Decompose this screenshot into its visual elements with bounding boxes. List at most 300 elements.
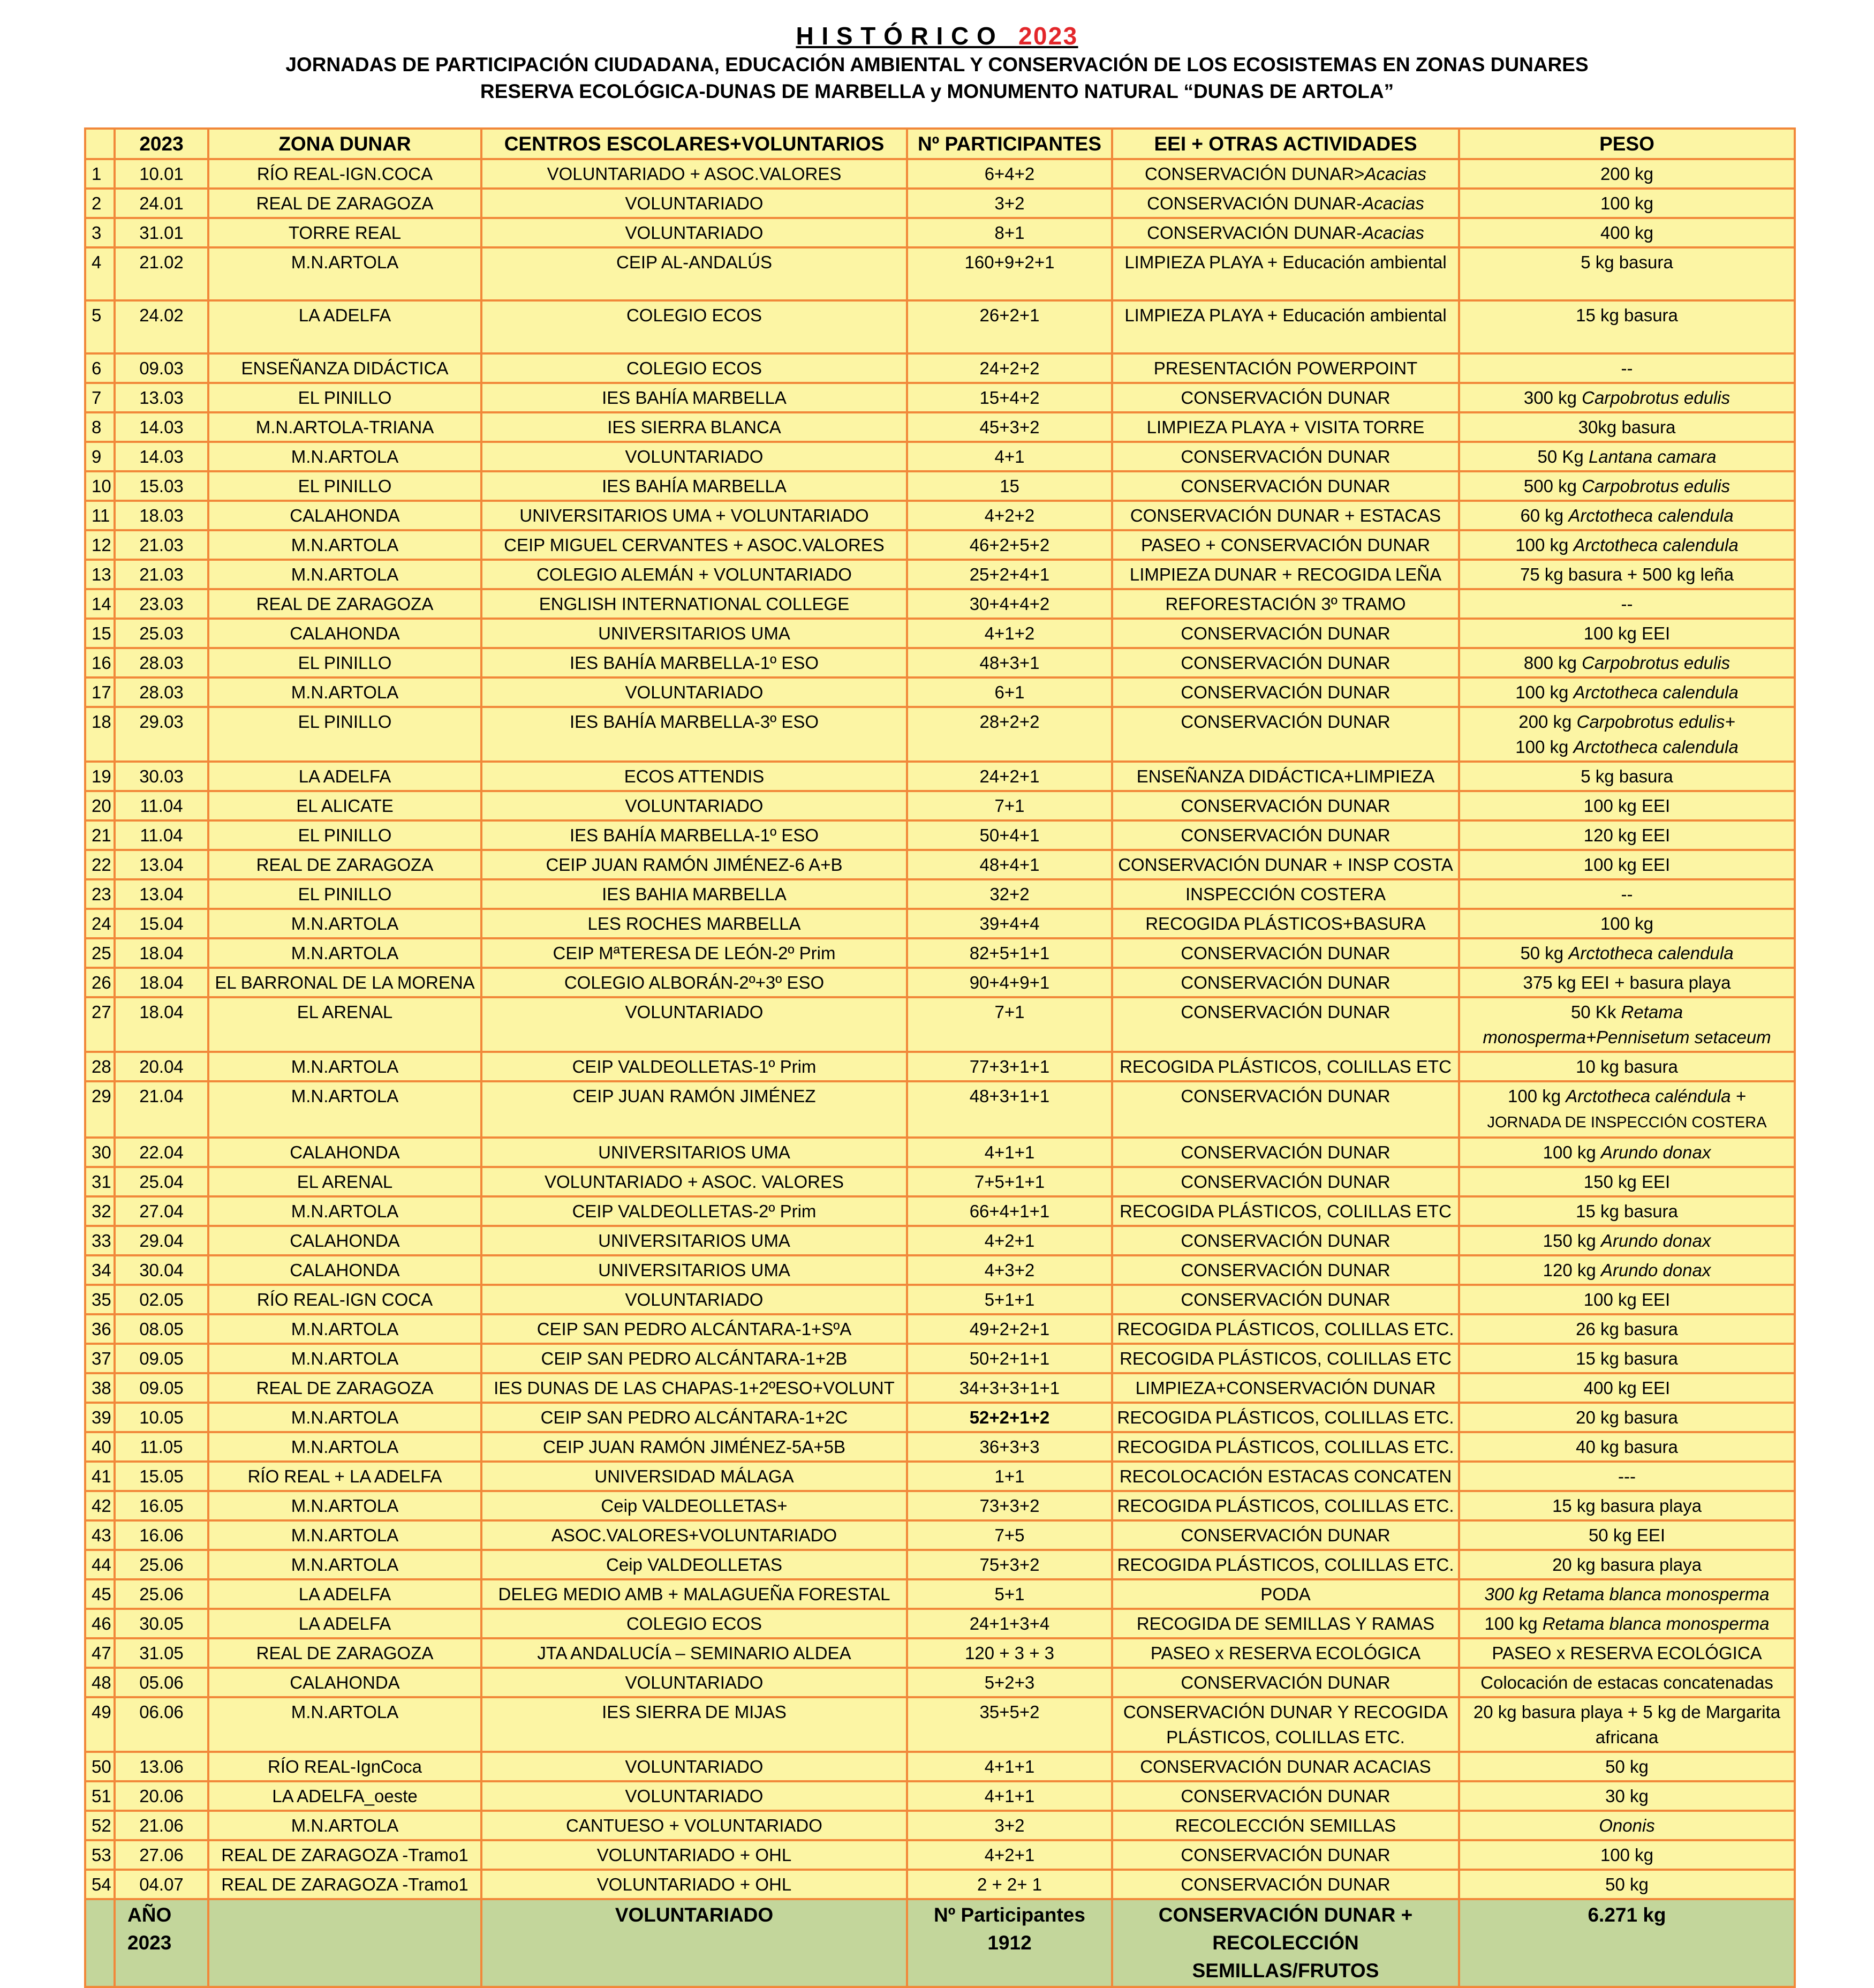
footer-participants: Nº Participantes 1912	[907, 1899, 1112, 1987]
row-date: 18.03	[115, 501, 208, 530]
activity-text: CONSERVACIÓN DUNAR	[1181, 447, 1391, 466]
table-row	[85, 442, 1795, 471]
weight-text: 15 kg basura	[1576, 1349, 1678, 1368]
row-participants: 52+2+1+2	[907, 1403, 1112, 1432]
row-activity	[1112, 189, 1459, 218]
weight-text: 100 kg	[1600, 193, 1654, 213]
row-date: 25.04	[115, 1167, 208, 1196]
row-zone: RÍO REAL-IgnCoca	[208, 1752, 481, 1781]
row-number: 50	[85, 1752, 115, 1781]
row-center: VOLUNTARIADO + ASOC. VALORES	[481, 1167, 907, 1196]
row-date: 21.04	[115, 1081, 208, 1138]
row-weight	[1459, 1081, 1795, 1138]
weight-text: 100 kg EEI	[1583, 855, 1671, 875]
row-zone: REAL DE ZARAGOZA	[208, 589, 481, 619]
subtitle-line-1: JORNADAS DE PARTICIPACIÓN CIUDADANA, EDUCACIÓN AMBIENTAL Y CONSERVACIÓN DE LOS ECOSISTEMAS EN ZONAS DUNARES	[285, 54, 1589, 76]
row-weight	[1459, 879, 1795, 909]
row-activity	[1112, 1462, 1459, 1491]
row-activity	[1112, 1579, 1459, 1609]
row-center: CEIP MªTERESA DE LEÓN-2º Prim	[481, 938, 907, 968]
row-weight	[1459, 1196, 1795, 1226]
table-row	[85, 471, 1795, 501]
row-participants: 4+1+1	[907, 1138, 1112, 1167]
table-row	[85, 938, 1795, 968]
row-date: 21.03	[115, 530, 208, 560]
activity-text: CONSERVACIÓN DUNAR	[1181, 712, 1391, 732]
row-weight	[1459, 442, 1795, 471]
row-zone: EL PINILLO	[208, 707, 481, 762]
row-activity	[1112, 1781, 1459, 1811]
table-row	[85, 560, 1795, 589]
row-zone: REAL DE ZARAGOZA -Tramo1	[208, 1870, 481, 1899]
weight-text: --	[1621, 884, 1633, 904]
table-row	[85, 707, 1795, 762]
row-center: DELEG MEDIO AMB + MALAGUEÑA FORESTAL	[481, 1579, 907, 1609]
row-activity	[1112, 412, 1459, 442]
row-weight	[1459, 247, 1795, 300]
row-activity	[1112, 619, 1459, 648]
table-row	[85, 589, 1795, 619]
row-participants: 15	[907, 471, 1112, 501]
weight-text: 800 kg	[1523, 653, 1582, 673]
row-number: 20	[85, 791, 115, 820]
row-weight	[1459, 1668, 1795, 1697]
weight-species: Carpobrotus edulis+	[1576, 712, 1735, 732]
weight-text: 100 kg	[1600, 914, 1654, 933]
row-date: 21.06	[115, 1811, 208, 1840]
table-row	[85, 1255, 1795, 1285]
weight-text: 20 kg basura	[1576, 1407, 1678, 1427]
row-center: IES SIERRA BLANCA	[481, 412, 907, 442]
weight-text: 100 kg	[1484, 1614, 1543, 1633]
row-number: 22	[85, 850, 115, 879]
weight-text: 500 kg	[1523, 476, 1582, 496]
row-date: 22.04	[115, 1138, 208, 1167]
row-date: 21.03	[115, 560, 208, 589]
row-participants: 7+1	[907, 997, 1112, 1052]
row-weight	[1459, 353, 1795, 383]
row-participants: 32+2	[907, 879, 1112, 909]
row-number: 44	[85, 1550, 115, 1579]
row-weight	[1459, 159, 1795, 189]
row-participants: 24+2+2	[907, 353, 1112, 383]
weight-text: 10 kg basura	[1576, 1057, 1678, 1076]
row-number: 30	[85, 1138, 115, 1167]
row-center: UNIVERSITARIOS UMA	[481, 619, 907, 648]
row-weight	[1459, 619, 1795, 648]
activity-species: Acacias	[1362, 193, 1424, 213]
header-participants: Nº PARTICIPANTES	[907, 129, 1112, 159]
row-activity	[1112, 762, 1459, 791]
row-activity	[1112, 1697, 1459, 1752]
row-number: 19	[85, 762, 115, 791]
row-number: 31	[85, 1167, 115, 1196]
row-weight	[1459, 1226, 1795, 1255]
row-zone: M.N.ARTOLA	[208, 1811, 481, 1840]
row-center: VOLUNTARIADO + OHL	[481, 1870, 907, 1899]
row-weight	[1459, 1550, 1795, 1579]
row-weight	[1459, 1432, 1795, 1462]
table-row	[85, 1052, 1795, 1081]
activity-text: RECOGIDA PLÁSTICOS, COLILLAS ETC.	[1117, 1319, 1454, 1339]
row-zone: M.N.ARTOLA	[208, 1432, 481, 1462]
row-center: CEIP MIGUEL CERVANTES + ASOC.VALORES	[481, 530, 907, 560]
row-weight	[1459, 1403, 1795, 1432]
table-row	[85, 1579, 1795, 1609]
activity-text: LIMPIEZA PLAYA + Educación ambiental	[1124, 305, 1447, 325]
row-weight	[1459, 677, 1795, 707]
row-zone: EL PINILLO	[208, 648, 481, 677]
row-date: 23.03	[115, 589, 208, 619]
row-activity	[1112, 677, 1459, 707]
weight-text: 5 kg basura	[1581, 252, 1673, 272]
row-weight	[1459, 1344, 1795, 1373]
weight-text: 150 kg	[1543, 1231, 1601, 1251]
row-activity	[1112, 707, 1459, 762]
row-zone: EL BARRONAL DE LA MORENA	[208, 968, 481, 997]
row-weight	[1459, 1697, 1795, 1752]
activity-text: CONSERVACIÓN DUNAR	[1181, 1786, 1391, 1806]
weight-text: 30kg basura	[1578, 417, 1676, 437]
table-row	[85, 1609, 1795, 1638]
row-participants: 48+3+1	[907, 648, 1112, 677]
row-participants: 8+1	[907, 218, 1112, 247]
row-number: 41	[85, 1462, 115, 1491]
activity-text: CONSERVACIÓN DUNAR	[1181, 1231, 1391, 1251]
row-date: 29.04	[115, 1226, 208, 1255]
row-zone: LA ADELFA	[208, 762, 481, 791]
row-number: 51	[85, 1781, 115, 1811]
row-number: 11	[85, 501, 115, 530]
weight-text: 100 kg EEI	[1583, 623, 1671, 643]
row-center: CEIP SAN PEDRO ALCÁNTARA-1+2B	[481, 1344, 907, 1373]
row-number: 17	[85, 677, 115, 707]
row-zone: M.N.ARTOLA	[208, 247, 481, 300]
row-weight	[1459, 1781, 1795, 1811]
weight-text: 50 kg	[1605, 1757, 1649, 1776]
row-activity	[1112, 1811, 1459, 1840]
row-activity	[1112, 1081, 1459, 1138]
weight-text: 100 kg EEI	[1583, 1290, 1671, 1309]
row-participants: 66+4+1+1	[907, 1196, 1112, 1226]
row-date: 15.05	[115, 1462, 208, 1491]
row-number: 49	[85, 1697, 115, 1752]
row-center: VOLUNTARIADO + ASOC.VALORES	[481, 159, 907, 189]
weight-species: Carpobrotus edulis	[1582, 653, 1731, 673]
row-weight	[1459, 1052, 1795, 1081]
row-zone: M.N.ARTOLA	[208, 1314, 481, 1344]
weight-text: 50 kg	[1605, 1874, 1649, 1894]
table-row	[85, 1520, 1795, 1550]
row-participants: 4+3+2	[907, 1255, 1112, 1285]
row-activity	[1112, 1870, 1459, 1899]
row-zone: RÍO REAL-IGN.COCA	[208, 159, 481, 189]
row-date: 04.07	[115, 1870, 208, 1899]
row-zone: M.N.ARTOLA	[208, 938, 481, 968]
row-number: 24	[85, 909, 115, 938]
row-zone: RÍO REAL + LA ADELFA	[208, 1462, 481, 1491]
row-date: 30.03	[115, 762, 208, 791]
row-participants: 3+2	[907, 189, 1112, 218]
row-zone: M.N.ARTOLA-TRIANA	[208, 412, 481, 442]
row-participants: 25+2+4+1	[907, 560, 1112, 589]
row-date: 11.04	[115, 820, 208, 850]
weight-species: Arundo donax	[1600, 1142, 1711, 1162]
row-number: 28	[85, 1052, 115, 1081]
row-number: 40	[85, 1432, 115, 1462]
activity-text: REFORESTACIÓN 3º TRAMO	[1165, 594, 1406, 614]
row-activity	[1112, 300, 1459, 353]
weight-text: 5 kg basura	[1581, 766, 1673, 786]
row-center: CEIP VALDEOLLETAS-1º Prim	[481, 1052, 907, 1081]
row-participants: 3+2	[907, 1811, 1112, 1840]
row-date: 18.04	[115, 968, 208, 997]
row-activity	[1112, 471, 1459, 501]
row-date: 18.04	[115, 997, 208, 1052]
row-number: 5	[85, 300, 115, 353]
activity-text: CONSERVACIÓN DUNAR-	[1147, 223, 1363, 243]
table-footer-row	[85, 1899, 1795, 1987]
row-activity	[1112, 1491, 1459, 1520]
weight-species: Arctotheca calendula	[1568, 506, 1734, 525]
row-center: CEIP AL-ANDALÚS	[481, 247, 907, 300]
table-row	[85, 1668, 1795, 1697]
table-row	[85, 412, 1795, 442]
row-date: 21.02	[115, 247, 208, 300]
weight-text: 100 kg EEI	[1583, 796, 1671, 816]
row-zone: ENSEÑANZA DIDÁCTICA	[208, 353, 481, 383]
activity-text: PRESENTACIÓN POWERPOINT	[1153, 358, 1418, 378]
row-center: VOLUNTARIADO	[481, 1285, 907, 1314]
row-activity	[1112, 791, 1459, 820]
table-row	[85, 909, 1795, 938]
row-weight	[1459, 1373, 1795, 1403]
row-weight	[1459, 909, 1795, 938]
row-weight	[1459, 1255, 1795, 1285]
row-activity	[1112, 1840, 1459, 1870]
weight-species-2: Arctotheca calendula	[1573, 737, 1739, 757]
weight-text: 50 Kg	[1537, 447, 1589, 466]
row-activity	[1112, 909, 1459, 938]
row-weight	[1459, 1462, 1795, 1491]
row-date: 06.06	[115, 1697, 208, 1752]
row-weight	[1459, 300, 1795, 353]
row-activity	[1112, 1432, 1459, 1462]
row-zone: CALAHONDA	[208, 1668, 481, 1697]
weight-text: ---	[1618, 1466, 1636, 1486]
weight-text: PASEO x RESERVA ECOLÓGICA	[1492, 1643, 1762, 1663]
activity-text: RECOLECCIÓN SEMILLAS	[1175, 1816, 1396, 1835]
row-activity	[1112, 1550, 1459, 1579]
weight-text: 50 kg	[1520, 943, 1569, 963]
row-participants: 4+1	[907, 442, 1112, 471]
row-number: 16	[85, 648, 115, 677]
table-row	[85, 1752, 1795, 1781]
header-activity: EEI + OTRAS ACTIVIDADES	[1112, 129, 1459, 159]
row-zone: EL PINILLO	[208, 383, 481, 412]
weight-species: Lantana camara	[1588, 447, 1717, 466]
weight-species: Carpobrotus edulis	[1582, 388, 1731, 408]
activity-text: CONSERVACIÓN DUNAR ACACIAS	[1140, 1757, 1431, 1776]
weight-text: 200 kg	[1518, 712, 1577, 732]
table-row	[85, 383, 1795, 412]
row-participants: 7+5+1+1	[907, 1167, 1112, 1196]
activity-text: CONSERVACIÓN DUNAR	[1181, 1874, 1391, 1894]
row-activity	[1112, 383, 1459, 412]
row-date: 16.05	[115, 1491, 208, 1520]
row-number: 21	[85, 820, 115, 850]
row-number: 1	[85, 159, 115, 189]
row-number: 27	[85, 997, 115, 1052]
activity-text: CONSERVACIÓN DUNAR-	[1147, 193, 1363, 213]
weight-text: 375 kg EEI + basura playa	[1523, 973, 1731, 992]
row-participants: 30+4+4+2	[907, 589, 1112, 619]
row-center: VOLUNTARIADO + OHL	[481, 1840, 907, 1870]
row-activity	[1112, 648, 1459, 677]
activity-text: CONSERVACIÓN DUNAR Y RECOGIDA PLÁSTICOS, COLILLAS ETC.	[1123, 1702, 1448, 1747]
title-text: HISTÓRICO	[796, 22, 1004, 50]
row-activity	[1112, 1373, 1459, 1403]
row-number: 3	[85, 218, 115, 247]
weight-text: 100 kg	[1508, 1086, 1566, 1106]
row-activity	[1112, 353, 1459, 383]
table-row	[85, 791, 1795, 820]
activity-species: Acacias	[1362, 223, 1424, 243]
row-center: CEIP JUAN RAMÓN JIMÉNEZ-6 A+B	[481, 850, 907, 879]
row-zone: M.N.ARTOLA	[208, 1403, 481, 1432]
activity-text: CONSERVACIÓN DUNAR + INSP COSTA	[1118, 855, 1453, 875]
activity-text: CONSERVACIÓN DUNAR>	[1145, 164, 1365, 184]
row-weight	[1459, 501, 1795, 530]
row-zone: EL PINILLO	[208, 879, 481, 909]
weight-species: Carpobrotus edulis	[1582, 476, 1731, 496]
row-date: 09.03	[115, 353, 208, 383]
table-row	[85, 1081, 1795, 1138]
row-center: IES BAHÍA MARBELLA-3º ESO	[481, 707, 907, 762]
weight-text: 15 kg basura	[1576, 1201, 1678, 1221]
row-number: 48	[85, 1668, 115, 1697]
activity-species: Acacias	[1364, 164, 1426, 184]
row-weight	[1459, 850, 1795, 879]
row-weight	[1459, 1752, 1795, 1781]
row-activity	[1112, 530, 1459, 560]
row-date: 25.06	[115, 1579, 208, 1609]
weight-species: Arctotheca calendula	[1568, 943, 1734, 963]
row-weight	[1459, 412, 1795, 442]
row-participants: 48+3+1+1	[907, 1081, 1112, 1138]
row-zone: CALAHONDA	[208, 1138, 481, 1167]
row-zone: REAL DE ZARAGOZA	[208, 1638, 481, 1668]
activity-text: CONSERVACIÓN DUNAR	[1181, 1172, 1391, 1192]
activity-text: CONSERVACIÓN DUNAR	[1181, 388, 1391, 408]
table-row	[85, 300, 1795, 353]
row-center: UNIVERSITARIOS UMA + VOLUNTARIADO	[481, 501, 907, 530]
weight-text: 20 kg basura playa	[1552, 1555, 1702, 1575]
row-activity	[1112, 1638, 1459, 1668]
footer-weight: 6.271 kg	[1459, 1899, 1795, 1987]
row-center: IES BAHÍA MARBELLA-1º ESO	[481, 820, 907, 850]
row-number: 36	[85, 1314, 115, 1344]
row-participants: 7+5	[907, 1520, 1112, 1550]
row-participants: 4+2+2	[907, 501, 1112, 530]
row-center: IES BAHÍA MARBELLA-1º ESO	[481, 648, 907, 677]
table-row	[85, 1811, 1795, 1840]
row-number: 45	[85, 1579, 115, 1609]
row-zone: REAL DE ZARAGOZA	[208, 850, 481, 879]
row-participants: 28+2+2	[907, 707, 1112, 762]
activity-text: CONSERVACIÓN DUNAR	[1181, 1086, 1391, 1106]
row-zone: M.N.ARTOLA	[208, 1491, 481, 1520]
row-weight	[1459, 1579, 1795, 1609]
row-center: IES BAHIA MARBELLA	[481, 879, 907, 909]
table-header-row	[85, 129, 1795, 159]
table-row	[85, 247, 1795, 300]
row-number: 29	[85, 1081, 115, 1138]
activity-text: LIMPIEZA PLAYA + Educación ambiental	[1124, 252, 1447, 272]
row-activity	[1112, 1668, 1459, 1697]
row-participants: 45+3+2	[907, 412, 1112, 442]
row-number: 18	[85, 707, 115, 762]
row-zone: M.N.ARTOLA	[208, 1520, 481, 1550]
row-weight	[1459, 560, 1795, 589]
row-date: 30.04	[115, 1255, 208, 1285]
row-participants: 50+4+1	[907, 820, 1112, 850]
row-center: LES ROCHES MARBELLA	[481, 909, 907, 938]
row-participants: 7+1	[907, 791, 1112, 820]
row-date: 10.05	[115, 1403, 208, 1432]
row-activity	[1112, 850, 1459, 879]
table-row	[85, 619, 1795, 648]
row-number: 9	[85, 442, 115, 471]
header-center: CENTROS ESCOLARES+VOLUNTARIOS	[481, 129, 907, 159]
row-activity	[1112, 159, 1459, 189]
weight-species: Arundo donax	[1600, 1260, 1711, 1280]
row-activity	[1112, 1255, 1459, 1285]
row-number: 53	[85, 1840, 115, 1870]
row-weight	[1459, 1520, 1795, 1550]
table-row	[85, 1167, 1795, 1196]
row-weight	[1459, 938, 1795, 968]
subtitle-line-2: RESERVA ECOLÓGICA-DUNAS DE MARBELLA y MONUMENTO NATURAL “DUNAS DE ARTOLA”	[480, 80, 1394, 102]
row-participants: 49+2+2+1	[907, 1314, 1112, 1344]
row-center: VOLUNTARIADO	[481, 189, 907, 218]
row-date: 27.06	[115, 1840, 208, 1870]
row-number: 34	[85, 1255, 115, 1285]
row-center: CEIP VALDEOLLETAS-2º Prim	[481, 1196, 907, 1226]
activity-text: CONSERVACIÓN DUNAR	[1181, 623, 1391, 643]
activity-text: CONSERVACIÓN DUNAR	[1181, 796, 1391, 816]
table-row	[85, 501, 1795, 530]
activity-text: INSPECCIÓN COSTERA	[1185, 884, 1386, 904]
row-center: IES BAHÍA MARBELLA	[481, 471, 907, 501]
row-participants: 90+4+9+1	[907, 968, 1112, 997]
activities-table	[84, 127, 1796, 1988]
row-participants: 6+1	[907, 677, 1112, 707]
row-zone: EL ARENAL	[208, 997, 481, 1052]
row-zone: M.N.ARTOLA	[208, 1052, 481, 1081]
row-number: 35	[85, 1285, 115, 1314]
row-participants: 4+2+1	[907, 1840, 1112, 1870]
activity-text: CONSERVACIÓN DUNAR	[1181, 825, 1391, 845]
row-center: VOLUNTARIADO	[481, 1668, 907, 1697]
row-center: ASOC.VALORES+VOLUNTARIADO	[481, 1520, 907, 1550]
row-date: 25.03	[115, 619, 208, 648]
weight-text: 40 kg basura	[1576, 1437, 1678, 1457]
row-zone: CALAHONDA	[208, 1255, 481, 1285]
row-zone: RÍO REAL-IGN COCA	[208, 1285, 481, 1314]
row-center: ENGLISH INTERNATIONAL COLLEGE	[481, 589, 907, 619]
table-row	[85, 1196, 1795, 1226]
